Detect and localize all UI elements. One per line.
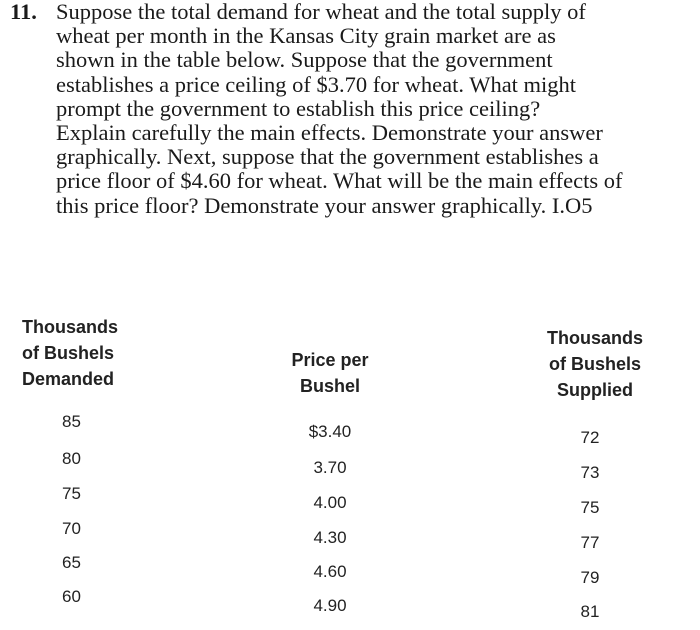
cell-demanded: 75 (62, 484, 81, 503)
cell-price: 4.60 (313, 562, 347, 581)
question-line-5: prompt the government to establish this price ceiling? (56, 95, 541, 121)
header-supplied: Thousands of Bushels Supplied (546, 328, 643, 400)
cell-supplied: 77 (580, 533, 600, 552)
question-line-3: shown in the table below. Suppose that the government (56, 47, 553, 73)
cell-supplied: 75 (580, 498, 600, 517)
cell-supplied: 73 (580, 463, 600, 482)
question-line-6: Explain carefully the main effects. Demonstrate your answer (56, 119, 603, 145)
question-line-4: establishes a price ceiling of $3.70 for wheat. What might (56, 71, 577, 97)
cell-supplied: 72 (580, 428, 600, 447)
cell-supplied: 79 (580, 568, 600, 587)
cell-price: $3.40 (308, 422, 352, 441)
question-line-1: 11. Suppose the total demand for wheat and the total supply of (10, 0, 586, 24)
header-demanded: Thousands of Bushels Demanded (22, 317, 119, 389)
question-line-7: graphically. Next, suppose that the government establishes a (56, 144, 599, 170)
cell-price: 4.90 (313, 596, 347, 615)
cell-supplied: 81 (580, 602, 600, 621)
question-line-9: this price floor? Demonstrate your answer graphically. I.O5 (56, 192, 593, 218)
cell-demanded: 65 (62, 553, 81, 572)
cell-price: 3.70 (313, 458, 347, 477)
question-block (10, 0, 690, 218)
question-number: 11. (10, 0, 37, 24)
cell-demanded: 85 (62, 412, 81, 431)
cell-demanded: 60 (62, 587, 81, 606)
cell-price: 4.30 (313, 528, 347, 547)
cell-demanded: 80 (62, 449, 81, 468)
header-price: Price per Bushel (291, 350, 369, 396)
cell-price: 4.00 (313, 493, 347, 512)
cell-demanded: 70 (62, 519, 81, 538)
question-line-2: wheat per month in the Kansas City grain market are as (56, 23, 556, 49)
supply-demand-table (0, 300, 700, 630)
question-line-8: price floor of $4.60 for wheat. What will be the main effects of (56, 168, 623, 194)
